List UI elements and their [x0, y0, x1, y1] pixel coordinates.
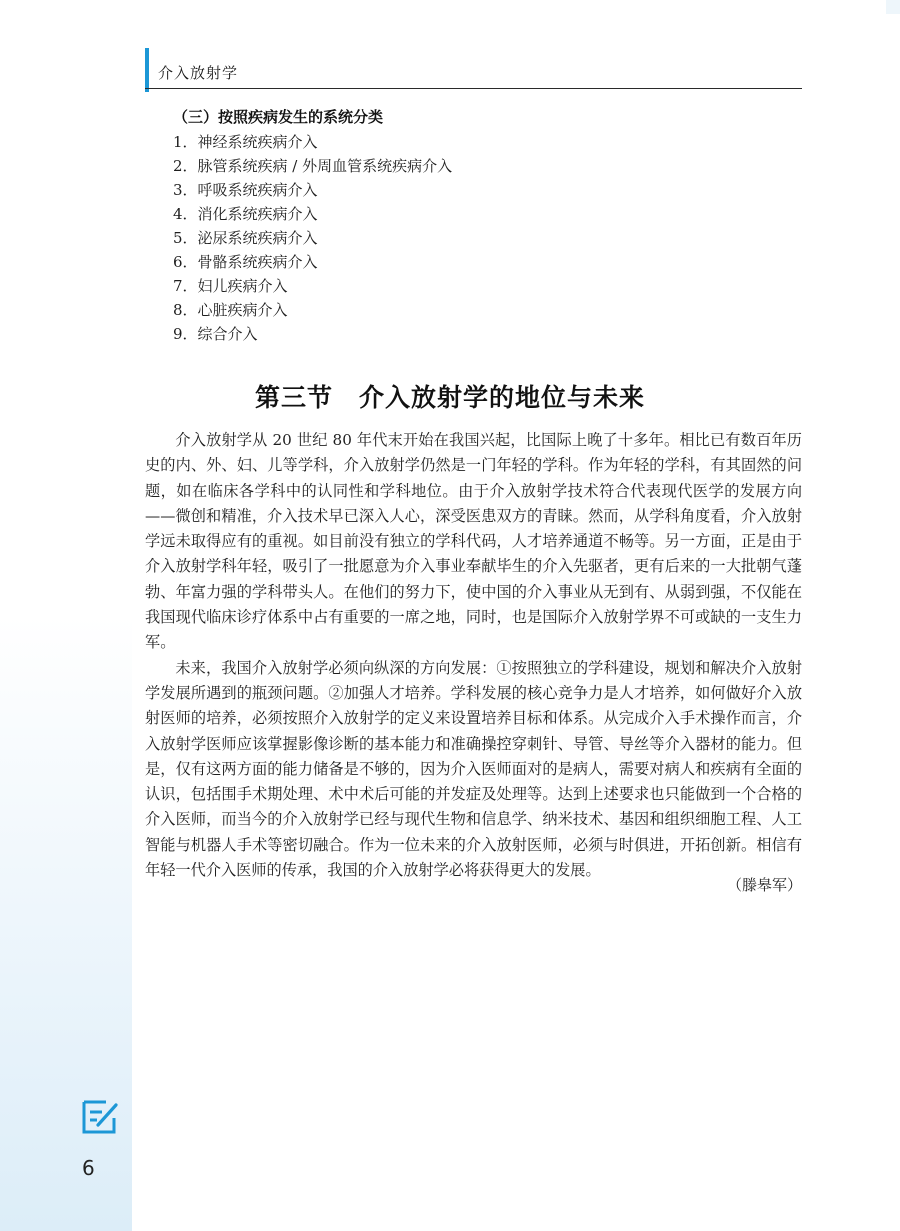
note-edit-icon — [80, 1096, 120, 1136]
section-title: 第三节 介入放射学的地位与未来 — [254, 383, 645, 412]
list-item: 9．综合介入 — [173, 325, 258, 343]
classification-heading: （三）按照疾病发生的系统分类 — [173, 108, 384, 126]
list-item: 1．神经系统疾病介入 — [173, 133, 318, 151]
header-rule — [145, 88, 802, 89]
list-item: 6．骨骼系统疾病介入 — [173, 253, 318, 271]
paragraph: 介入放射学从 20 世纪 80 年代末开始在我国兴起，比国际上晚了十多年。相比已有数百年历史的内、外、妇、儿等学科，介入放射学仍然是一门年轻的学科。作为年轻的学科，有其固然的问题，如在临床各学科中的认同性和学科地位。由于介入放射学技术符合代表现代医学的发展方向——微创和精准，介入技术早已深入人心，深受医患双方的青睐。然而，从学科角度看，介入放射学远未取得应有的重视。如目前没有独立的学科代码，人才培养通道不畅等。另一方面，正是由于介入放射学科年轻，吸引了一批愿意为介入事业奉献毕生的介入先驱者，更有后来的一大批朝气蓬勃、年富力强的学科带头人。在他们的努力下，使中国的介入事业从无到有、从弱到强，不仅能在我国现代临床诊疗体系中占有重要的一席之地，同时，也是国际介入放射学界不可或缺的一支生力军。 — [145, 431, 802, 652]
corner-mark — [886, 0, 900, 14]
header-accent-bar — [145, 48, 149, 92]
list-item: 4．消化系统疾病介入 — [173, 205, 318, 223]
page-number: 6 — [82, 1156, 95, 1180]
list-item: 7．妇儿疾病介入 — [173, 277, 288, 295]
list-item: 8．心脏疾病介入 — [173, 301, 288, 319]
classification-list — [173, 130, 452, 346]
section-body — [145, 428, 802, 883]
running-header-title: 介入放射学 — [158, 64, 239, 82]
list-item: 3．呼吸系统疾病介入 — [173, 181, 318, 199]
paragraph: 未来，我国介入放射学必须向纵深的方向发展：①按照独立的学科建设，规划和解决介入放射学发展所遇到的瓶颈问题。②加强人才培养。学科发展的核心竞争力是人才培养，如何做好介入放射医师的培养，必须按照介入放射学的定义来设置培养目标和体系。从完成介入手术操作而言，介入放射学医师应该掌握影像诊断的基本能力和准确操控穿刺针、导管、导丝等介入器材的能力。但是，仅有这两方面的能力储备是不够的，因为介入医师面对的是病人，需要对病人和疾病有全面的认识，包括围手术期处理、术中术后可能的并发症及处理等。达到上述要求也只能做到一个合格的介入医师，而当今的介入放射学已经与现代生物和信息学、纳米技术、基因和组织细胞工程、人工智能与机器人手术等密切融合。作为一位未来的介入放射医师，必须与时俱进，开拓创新。相信有年轻一代介入医师的传承，我国的介入放射学必将获得更大的发展。 — [145, 658, 802, 880]
left-margin-band — [0, 0, 132, 1231]
list-item: 2．脉管系统疾病 / 外周血管系统疾病介入 — [173, 157, 453, 175]
author-signature: （滕皋军） — [726, 876, 802, 894]
list-item: 5．泌尿系统疾病介入 — [173, 229, 318, 247]
